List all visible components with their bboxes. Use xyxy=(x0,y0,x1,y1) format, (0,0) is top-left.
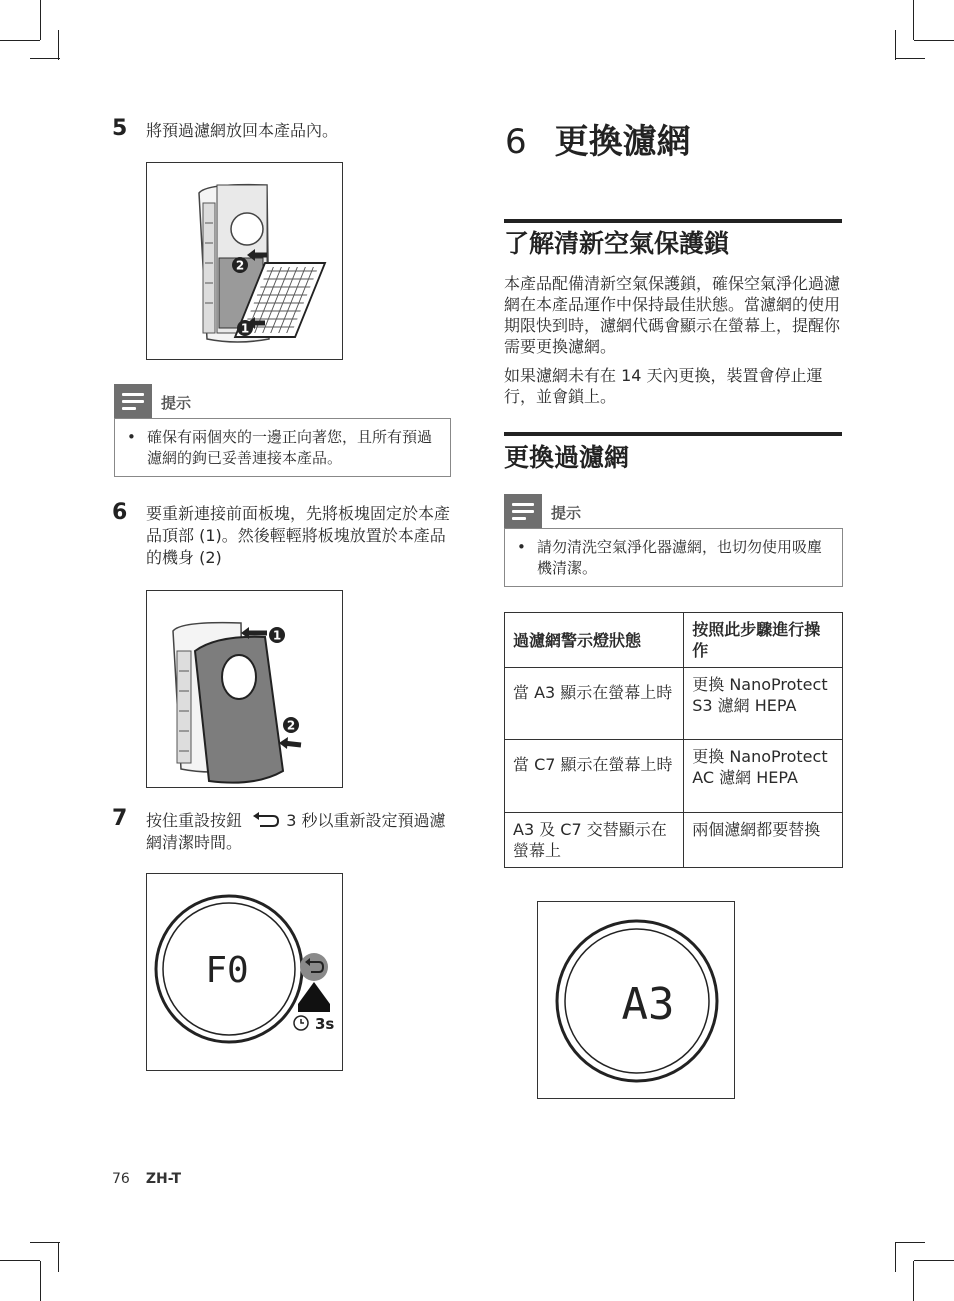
chapter-name: 更換濾網 xyxy=(554,122,691,162)
crop-mark xyxy=(895,58,925,59)
note-text: 確保有兩個夾的一邊正向著您，且所有預過濾網的鉤已妥善連接本產品。 xyxy=(147,428,433,467)
note-text: 請勿清洗空氣淨化器濾網，也切勿使用吸塵機清潔。 xyxy=(537,538,823,577)
section-rule xyxy=(504,432,842,436)
step-number: 7 xyxy=(112,806,128,831)
table-cell: A3 及 C7 交替顯示在螢幕上 xyxy=(505,813,684,868)
step-text-part: 按住重設按鈕 xyxy=(146,811,243,830)
table-cell: 更換 NanoProtect S3 濾網 HEPA xyxy=(684,668,843,740)
crop-mark xyxy=(58,30,59,60)
step-text xyxy=(146,810,454,854)
figure-prefilter xyxy=(146,162,343,360)
table-row xyxy=(505,740,843,813)
table-header-cell: 按照此步驟進行操作 xyxy=(684,613,843,668)
paragraph: 如果濾網未有在 14 天內更換，裝置會停止運行，並會鎖上。 xyxy=(504,366,823,406)
table-cell: 更換 NanoProtect AC 濾網 HEPA xyxy=(684,740,843,813)
note-header xyxy=(504,494,704,528)
paragraph: 本產品配備清新空氣保護鎖，確保空氣淨化過濾網在本產品運作中保持最佳狀態。當濾網的使用期限快到時，濾網代碼會顯示在螢幕上，提醒你需要更換濾網。 xyxy=(504,274,841,356)
bullet: • xyxy=(517,538,526,556)
language-code: ZH-T xyxy=(145,1171,181,1187)
section-title: 了解清新空氣保護鎖 xyxy=(504,229,730,258)
chapter-number: 6 xyxy=(505,122,527,162)
crop-mark xyxy=(914,1260,954,1261)
crop-mark xyxy=(40,1261,41,1301)
crop-mark xyxy=(914,40,954,41)
figure-a3-display xyxy=(537,901,735,1099)
svg-text:2: 2 xyxy=(235,258,245,273)
table-row xyxy=(505,813,843,868)
crop-mark xyxy=(913,0,914,40)
filter-status-table xyxy=(504,612,843,868)
note-icon xyxy=(114,384,152,418)
front-panel-illustration xyxy=(147,591,344,789)
crop-mark xyxy=(895,30,896,60)
crop-mark xyxy=(40,0,41,40)
chapter-title xyxy=(505,114,691,163)
step-text: 將預過濾網放回本產品內。 xyxy=(146,121,339,140)
crop-mark xyxy=(0,1260,40,1261)
table-cell: 兩個濾網都要替換 xyxy=(684,813,843,868)
note-header xyxy=(114,384,314,418)
hold-time-label: 3s xyxy=(315,1015,335,1033)
figure-reset-display xyxy=(146,873,343,1071)
table-header-cell: 過濾網警示燈狀態 xyxy=(505,613,684,668)
step-text: 要重新連接前面板塊，先將板塊固定於本產品頂部 (1)。然後輕輕將板塊放置於本產品的機身 (2) xyxy=(146,504,451,567)
table-row xyxy=(505,668,843,740)
section-rule xyxy=(504,219,842,223)
table-cell: 當 C7 顯示在螢幕上時 xyxy=(505,740,684,813)
display-a3-text: A3 xyxy=(621,979,675,1030)
step-number: 5 xyxy=(112,116,128,141)
crop-mark xyxy=(30,58,60,59)
display-f0 xyxy=(147,874,344,1072)
page-footer xyxy=(112,1171,181,1187)
crop-mark xyxy=(30,1242,60,1243)
note-icon xyxy=(504,494,542,528)
note-label: 提示 xyxy=(551,504,582,522)
crop-mark xyxy=(0,40,40,41)
note-box xyxy=(114,418,451,477)
note-label: 提示 xyxy=(161,394,192,412)
display-a3 xyxy=(538,902,736,1100)
table-header-row xyxy=(505,613,843,668)
step-number: 6 xyxy=(112,500,128,525)
crop-mark xyxy=(895,1242,925,1243)
step-text-part: 3 秒以重新設定預過濾網清潔時間。 xyxy=(146,811,446,852)
crop-mark xyxy=(895,1242,896,1272)
reset-icon xyxy=(251,812,281,828)
crop-mark xyxy=(913,1261,914,1301)
svg-text:1: 1 xyxy=(272,628,282,643)
svg-text:2: 2 xyxy=(286,718,296,733)
table-cell: 當 A3 顯示在螢幕上時 xyxy=(505,668,684,740)
display-f0-text: F0 xyxy=(205,950,249,991)
figure-front-panel xyxy=(146,590,343,788)
svg-text:1: 1 xyxy=(240,321,250,336)
page-number: 76 xyxy=(112,1171,130,1187)
section-title: 更換過濾網 xyxy=(504,443,630,472)
prefilter-illustration xyxy=(147,163,344,361)
note-box xyxy=(504,528,843,587)
bullet: • xyxy=(127,428,136,446)
crop-mark xyxy=(58,1242,59,1272)
